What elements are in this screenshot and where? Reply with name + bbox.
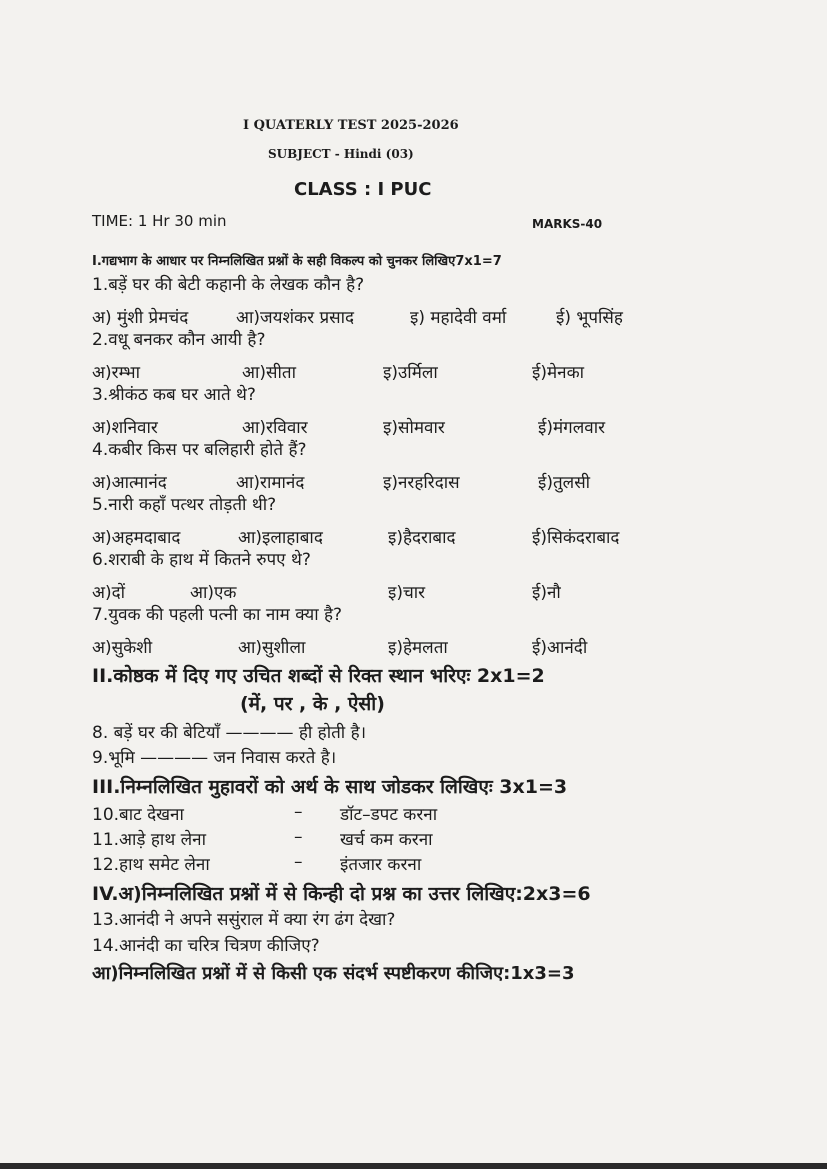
q6-option-b: आ)एक — [190, 583, 237, 603]
q2-option-c: इ)उर्मिला — [383, 363, 438, 383]
idiom-10-meaning: डॉट–डपट करना — [340, 805, 438, 825]
question-7: 7.युवक की पहली पत्नी का नाम क्या है? — [92, 605, 343, 625]
q5-option-b: आ)इलाहाबाद — [238, 528, 323, 548]
section4-heading: IV.अ)निम्नलिखित प्रश्नों में से किन्ही दो प्रश्न का उत्तर लिखिए:2x3=6 — [92, 883, 591, 905]
class-line: CLASS : I PUC — [294, 179, 432, 200]
q4-option-d: ई)तुलसी — [538, 473, 591, 493]
question-2: 2.वधू बनकर कौन आयी है? — [92, 330, 266, 350]
q2-option-a: अ)रम्भा — [92, 363, 141, 383]
idiom-11-meaning: खर्च कम करना — [340, 830, 433, 850]
q5-option-a: अ)अहमदाबाद — [92, 528, 181, 548]
q2-option-b: आ)सीता — [242, 363, 296, 383]
q1-option-a: अ) मुंशी प्रेमचंद — [92, 308, 189, 328]
test-title: I QUATERLY TEST 2025-2026 — [243, 118, 459, 133]
q7-option-c: इ)हेमलता — [388, 638, 448, 658]
q2-option-d: ई)मेनका — [532, 363, 585, 383]
question-5: 5.नारी कहाँ पत्थर तोड़ती थी? — [92, 495, 277, 515]
q6-option-a: अ)दों — [92, 583, 126, 603]
q1-option-b: आ)जयशंकर प्रसाद — [236, 308, 355, 328]
question-6: 6.शराबी के हाथ में कितने रुपए थे? — [92, 550, 311, 570]
q1-option-c: इ) महादेवी वर्मा — [410, 308, 507, 328]
q7-option-a: अ)सुकेशी — [92, 638, 153, 658]
section3-heading: III.निम्नलिखित मुहावरों को अर्थ के साथ जोडकर लिखिएः 3x1=3 — [92, 776, 568, 798]
q3-option-a: अ)शनिवार — [92, 418, 158, 438]
q4-option-a: अ)आत्मानंद — [92, 473, 167, 493]
fill-blank-8: 8. बड़ें घर की बेटियाँ ———— ही होती है। — [92, 723, 367, 743]
idiom-11-dash: – — [294, 827, 303, 847]
question-1: 1.बड़ें घर की बेटी कहानी के लेखक कौन है? — [92, 275, 365, 295]
question-4: 4.कबीर किस पर बलिहारी होते हैं? — [92, 440, 307, 460]
q5-option-c: इ)हैदराबाद — [388, 528, 456, 548]
idiom-12-dash: – — [294, 852, 303, 872]
q6-option-c: इ)चार — [388, 583, 426, 603]
section1-heading: I.गद्यभाग के आधार पर निम्नलिखित प्रश्नों के सही विकल्प को चुनकर लिखिए7x1=7 — [92, 254, 502, 269]
section4-sub-heading: आ)निम्नलिखित प्रश्नों में से किसी एक संदर्भ स्पष्टीकरण कीजिए:1x3=3 — [92, 963, 575, 984]
scan-bottom-edge — [0, 1163, 827, 1169]
idiom-12-meaning: इंतजार करना — [340, 855, 422, 875]
q1-option-d: ई) भूपसिंह — [556, 308, 623, 328]
section2-heading: II.कोष्ठक में दिए गए उचित शब्दों से रिक्त स्थान भरिएः 2x1=2 — [92, 665, 545, 687]
fill-blank-9: 9.भूमि ———— जन निवास करते है। — [92, 748, 337, 768]
section2-word-list: (में, पर , के , ऐसी) — [240, 693, 385, 715]
q6-option-d: ई)नौ — [532, 583, 561, 603]
idiom-10-dash: – — [294, 802, 303, 822]
question-13: 13.आनंदी ने अपने ससुंराल में क्या रंग ढंग देखा? — [92, 910, 396, 930]
subject-line: SUBJECT - Hindi (03) — [268, 147, 414, 161]
idiom-12: 12.हाथ समेट लेना — [92, 855, 210, 875]
q4-option-b: आ)रामानंद — [236, 473, 305, 493]
marks-line: MARKS-40 — [532, 217, 603, 231]
idiom-11: 11.आड़े हाथ लेना — [92, 830, 206, 850]
q5-option-d: ई)सिकंदराबाद — [532, 528, 620, 548]
time-line: TIME: 1 Hr 30 min — [92, 212, 227, 230]
idiom-10: 10.बाट देखना — [92, 805, 184, 825]
q3-option-d: ई)मंगलवार — [538, 418, 606, 438]
question-3: 3.श्रीकंठ कब घर आते थे? — [92, 385, 256, 405]
q7-option-b: आ)सुशीला — [238, 638, 306, 658]
q7-option-d: ई)आनंदी — [532, 638, 588, 658]
q3-option-b: आ)रविवार — [242, 418, 308, 438]
q3-option-c: इ)सोमवार — [383, 418, 445, 438]
question-14: 14.आनंदी का चरित्र चित्रण कीजिए? — [92, 936, 320, 956]
q4-option-c: इ)नरहरिदास — [383, 473, 460, 493]
